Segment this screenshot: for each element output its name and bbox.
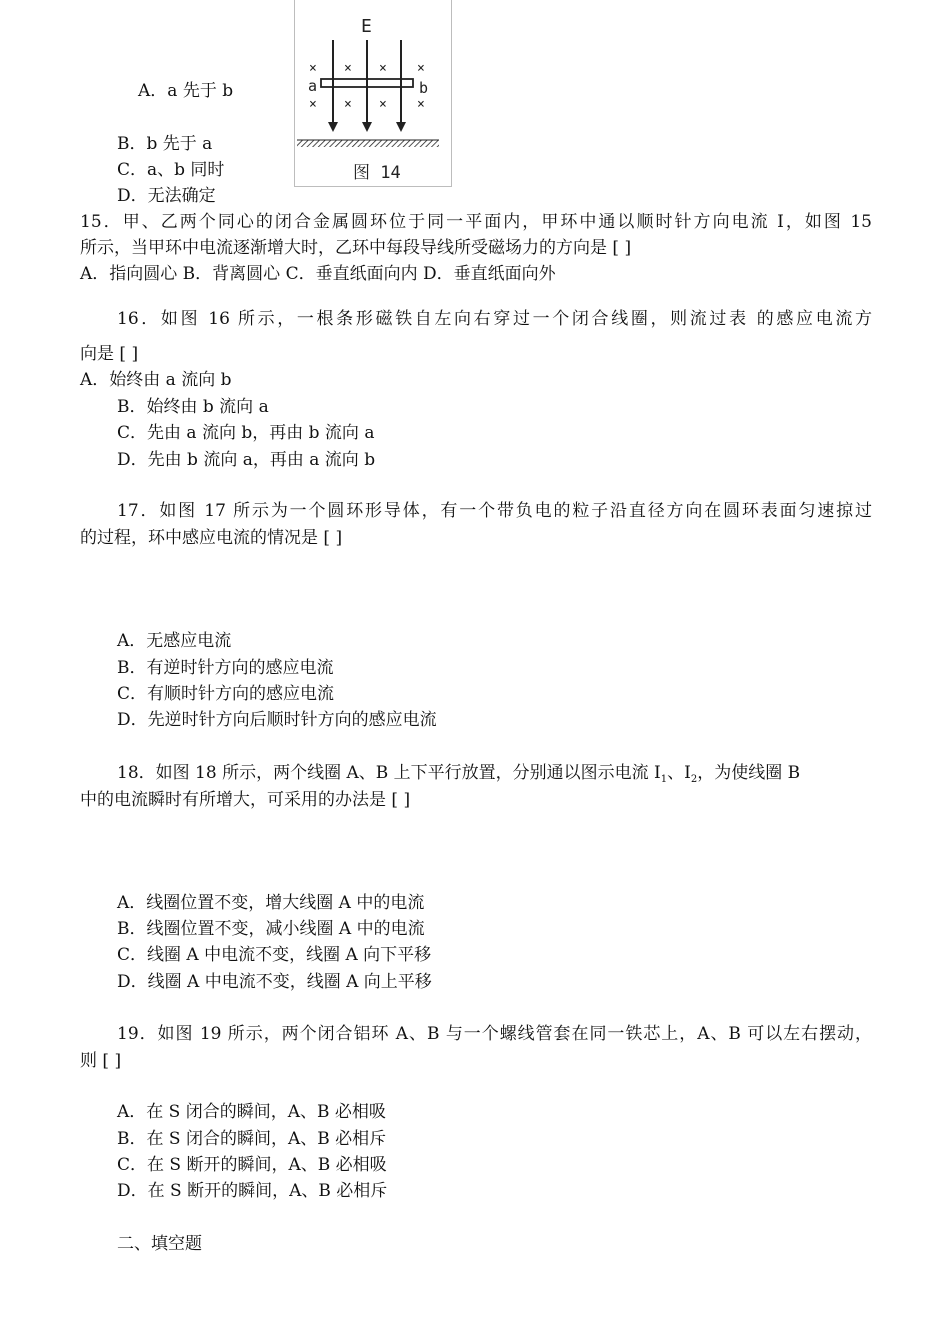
svg-text:×: × [379, 97, 387, 112]
q16-stem-line2: 向是 [ ] [80, 344, 139, 364]
svg-text:×: × [309, 61, 317, 76]
svg-text:×: × [309, 97, 317, 112]
section-heading-fill-in: 二、填空题 [117, 1234, 202, 1254]
q16-stem-line1: 16．如图 16 所示，一根条形磁铁自左向右穿过一个闭合线圈，则流过表 的感应电流方 [117, 309, 872, 329]
rod-end-a-label: a [308, 77, 318, 95]
q19-stem-line1: 19．如图 19 所示，两个闭合铝环 A、B 与一个螺线管套在同一铁芯上，A、B 可以左右摆动， [117, 1024, 872, 1044]
q19-stem-line2: 则 [ ] [80, 1051, 122, 1071]
q17-option-c: C．有顺时针方向的感应电流 [117, 684, 335, 704]
field-arrows [328, 40, 406, 132]
q14-option-a: A．a 先于 b [138, 81, 234, 101]
q18-option-a: A．线圈位置不变，增大线圈 A 中的电流 [117, 893, 425, 913]
svg-text:×: × [417, 61, 425, 76]
q18-option-d: D．线圈 A 中电流不变，线圈 A 向上平移 [117, 972, 432, 992]
q15-stem-line1: 15．甲、乙两个同心的闭合金属圆环位于同一平面内，甲环中通以顺时针方向电流 I，如图 15 [80, 212, 872, 232]
q14-option-d: D．无法确定 [117, 186, 216, 206]
q18-stem-line1-text: 18．如图 18 所示，两个线圈 A、B 上下平行放置，分别通以图示电流 $I_1$、$I_2$，为使线圈 B [117, 763, 801, 785]
q19-option-c: C．在 S 断开的瞬间，A、B 必相吸 [117, 1155, 387, 1175]
figure-14 [294, 0, 452, 187]
q18-stem-line1 [117, 762, 872, 791]
q17-stem-line1: 17．如图 17 所示为一个圆环形导体，有一个带负电的粒子沿直径方向在圆环表面匀速掠过 [117, 501, 872, 521]
q19-option-d: D．在 S 断开的瞬间，A、B 必相斥 [117, 1181, 388, 1201]
q16-option-c: C．先由 a 流向 b，再由 b 流向 a [117, 423, 375, 443]
q16-option-a: A．始终由 a 流向 b [80, 370, 232, 390]
q15-stem-line2: 所示，当甲环中电流逐渐增大时，乙环中每段导线所受磁场力的方向是 [ ] [80, 238, 632, 258]
ground-hatch [297, 140, 439, 147]
figure-14-caption: 图 14 [353, 163, 401, 183]
svg-text:×: × [344, 97, 352, 112]
q17-option-a: A．无感应电流 [117, 631, 232, 651]
q14-option-c: C．a、b 同时 [117, 160, 225, 180]
q16-option-b: B．始终由 b 流向 a [117, 397, 269, 417]
svg-text:×: × [344, 61, 352, 76]
q17-option-b: B．有逆时针方向的感应电流 [117, 658, 334, 678]
q17-option-d: D．先逆时针方向后顺时针方向的感应电流 [117, 710, 437, 730]
q16-option-d: D．先由 b 流向 a，再由 a 流向 b [117, 450, 376, 470]
figure-14-diagram [295, 0, 451, 186]
q15-options: A．指向圆心 B．背离圆心 C．垂直纸面向内 D．垂直纸面向外 [80, 264, 556, 284]
field-label: E [361, 16, 372, 37]
q18-option-b: B．线圈位置不变，减小线圈 A 中的电流 [117, 919, 425, 939]
q18-option-c: C．线圈 A 中电流不变，线圈 A 向下平移 [117, 945, 432, 965]
q18-stem-line2: 中的电流瞬时有所增大，可采用的办法是 [ ] [80, 790, 411, 810]
q19-option-a: A．在 S 闭合的瞬间，A、B 必相吸 [117, 1102, 386, 1122]
q14-option-b: B．b 先于 a [117, 134, 213, 154]
rod-end-b-label: b [419, 79, 429, 97]
svg-text:×: × [379, 61, 387, 76]
q19-option-b: B．在 S 闭合的瞬间，A、B 必相斥 [117, 1129, 387, 1149]
q17-stem-line2: 的过程，环中感应电流的情况是 [ ] [80, 528, 343, 548]
svg-text:×: × [417, 97, 425, 112]
